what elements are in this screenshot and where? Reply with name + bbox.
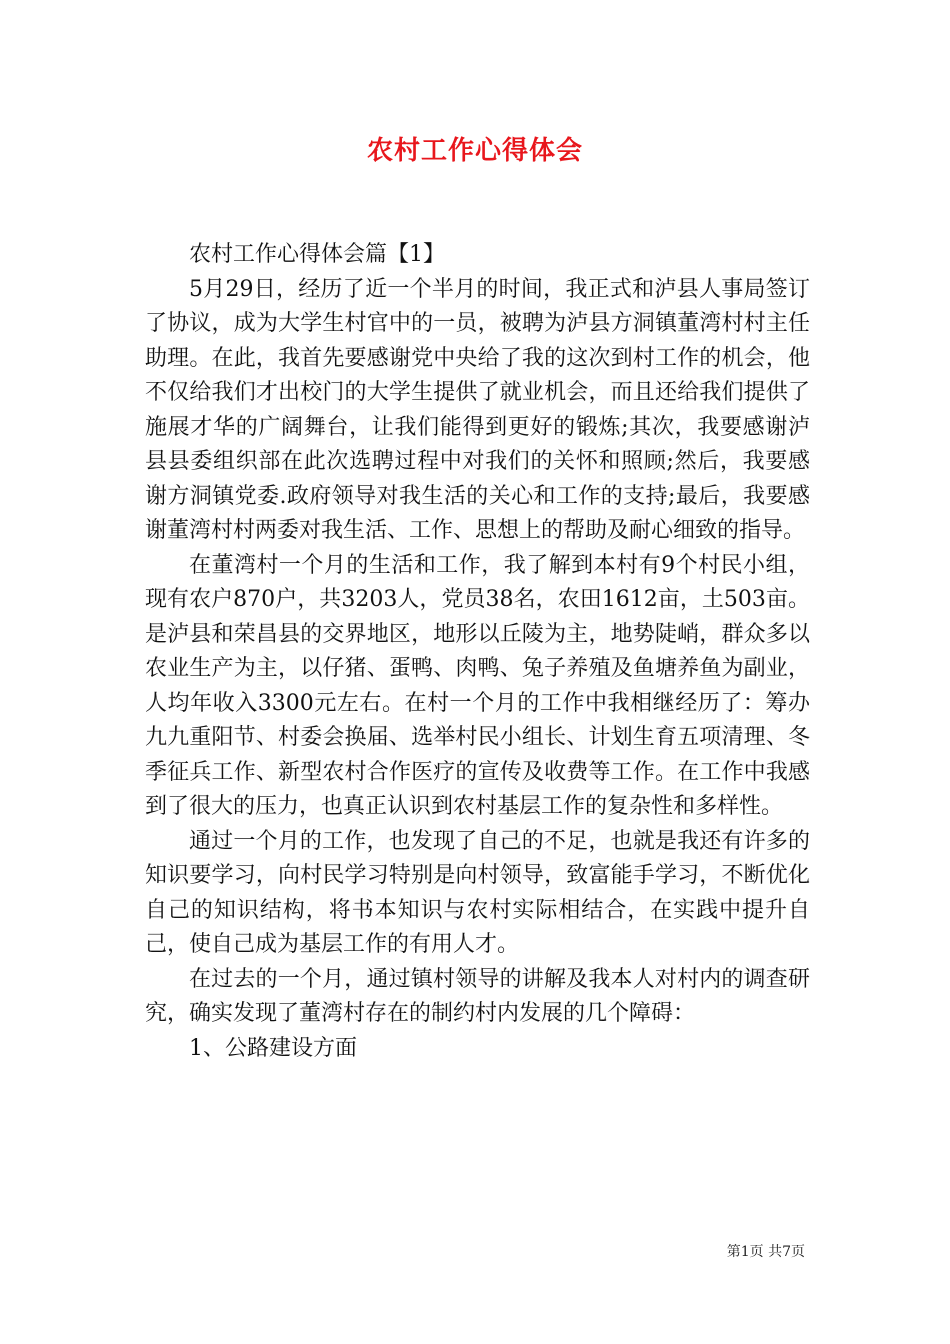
document-title: 农村工作心得体会 [366,136,583,166]
paragraph-5: 1、公路建设方面 [189,1035,357,1061]
paragraph-1: 5月29日，经历了近一个半月的时间，我正式和泸县人事局签订了协议，成为大学生村官中的一员，被聘为泸县方洞镇董湾村村主任助理。在此，我首先要感谢党中央给了我的这次到村工作的机会，他不仅给我们才出校门的大学生提供了就业机会，而且还给我们提供了施展才华的广阔舞台，让我们能得到更好的锻炼;其次，我要感谢泸县县委组织部在此次选聘过程中对我们的关怀和照顾;然后，我要感谢方洞镇党委.政府领导对我生活的关心和工作的支持;最后，我要感谢董湾村村两委对我生活、工作、思想上的帮助及耐心细致的指导。 [145,276,810,543]
paragraph-2: 在董湾村一个月的生活和工作，我了解到本村有9个村民小组，现有农户870户，共3203人，党员38名，农田1612亩，土503亩。是泸县和荣昌县的交界地区，地形以丘陵为主，地势陡峭，群众多以农业生产为主，以仔猪、蛋鸭、肉鸭、兔子养殖及鱼塘养鱼为副业，人均年收入3300元左右。在村一个月的工作中我相继经历了：筹办九九重阳节、村委会换届、选举村民小组长、计划生育五项清理、冬季征兵工作、新型农村合作医疗的宣传及收费等工作。在工作中我感到了很大的压力，也真正认识到农村基层工作的复杂性和多样性。 [145,552,810,819]
document-body [145,238,810,1066]
page-footer: 第1页 共7页 [726,1244,805,1260]
paragraph-3: 通过一个月的工作，也发现了自己的不足，也就是我还有许多的知识要学习，向村民学习特别是向村领导，致富能手学习，不断优化自己的知识结构，将书本知识与农村实际相结合，在实践中提升自己，使自己成为基层工作的有用人才。 [145,828,810,957]
section-heading: 农村工作心得体会篇【1】 [189,242,445,267]
paragraph-4: 在过去的一个月，通过镇村领导的讲解及我本人对村内的调查研究，确实发现了董湾村存在的制约村内发展的几个障碍： [145,966,810,1026]
